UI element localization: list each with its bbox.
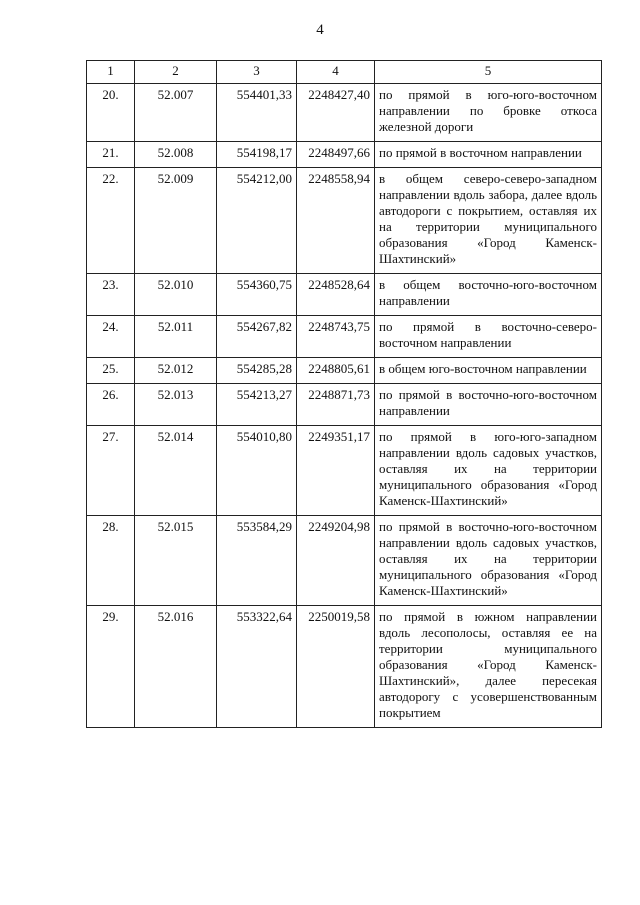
point-code: 52.010 [135,274,217,316]
header-col-4: 4 [297,61,375,84]
coordinate-x: 553322,64 [217,606,297,728]
coordinate-y: 2248805,61 [297,358,375,384]
header-col-2: 2 [135,61,217,84]
boundary-description: в общем юго-восточном направлении [375,358,602,384]
point-code: 52.008 [135,142,217,168]
table-row [87,384,602,426]
row-number: 29. [87,606,135,728]
coordinate-y: 2249204,98 [297,516,375,606]
coordinate-y: 2248743,75 [297,316,375,358]
header-col-1: 1 [87,61,135,84]
coordinate-x: 554198,17 [217,142,297,168]
table-row [87,358,602,384]
boundary-description: по прямой в восточном направлении [375,142,602,168]
row-number: 28. [87,516,135,606]
coordinate-x: 554360,75 [217,274,297,316]
point-code: 52.014 [135,426,217,516]
header-col-5: 5 [375,61,602,84]
coordinate-y: 2248427,40 [297,84,375,142]
coordinate-x: 554401,33 [217,84,297,142]
coordinate-x: 554212,00 [217,168,297,274]
header-col-3: 3 [217,61,297,84]
coordinate-y: 2248558,94 [297,168,375,274]
page-number: 4 [316,22,324,38]
row-number: 24. [87,316,135,358]
table-row [87,606,602,728]
boundary-description: по прямой в юго-юго-западном направлении вдоль садовых участков, оставляя их на территории муниципального образования «Город Каменск-Шахтинский» [375,426,602,516]
boundary-points-table [86,60,602,728]
table-body [87,84,602,728]
coordinate-x: 554267,82 [217,316,297,358]
row-number: 27. [87,426,135,516]
table-row [87,516,602,606]
coordinate-x: 554010,80 [217,426,297,516]
coordinate-y: 2248528,64 [297,274,375,316]
coordinate-y: 2248871,73 [297,384,375,426]
point-code: 52.009 [135,168,217,274]
row-number: 20. [87,84,135,142]
boundary-description: по прямой в восточно-юго-восточном направлении [375,384,602,426]
coordinate-y: 2249351,17 [297,426,375,516]
coordinate-y: 2250019,58 [297,606,375,728]
boundary-description: по прямой в юго-юго-восточном направлении по бровке откоса железной дороги [375,84,602,142]
table-row [87,168,602,274]
table-row [87,426,602,516]
boundary-description: по прямой в восточно-юго-восточном направлении вдоль садовых участков, оставляя их на территории муниципального образования «Город Каменск-Шахтинский» [375,516,602,606]
point-code: 52.015 [135,516,217,606]
boundary-description: по прямой в восточно-северо-восточном направлении [375,316,602,358]
coordinate-x: 554213,27 [217,384,297,426]
row-number: 23. [87,274,135,316]
point-code: 52.012 [135,358,217,384]
boundary-description: в общем северо-северо-западном направлении вдоль забора, далее вдоль автодороги с покрытием, оставляя их на территории муниципального образования «Город Каменск-Шахтинский» [375,168,602,274]
table-header-row [87,61,602,84]
point-code: 52.016 [135,606,217,728]
table-row [87,84,602,142]
row-number: 26. [87,384,135,426]
table-row [87,316,602,358]
point-code: 52.007 [135,84,217,142]
coordinate-x: 553584,29 [217,516,297,606]
boundary-description: в общем восточно-юго-восточном направлении [375,274,602,316]
row-number: 25. [87,358,135,384]
row-number: 21. [87,142,135,168]
boundary-description: по прямой в южном направлении вдоль лесополосы, оставляя ее на территории муниципального образования «Город Каменск-Шахтинский», далее пересекая автодорогу с усовершенствованным покрытием [375,606,602,728]
coordinate-x: 554285,28 [217,358,297,384]
point-code: 52.011 [135,316,217,358]
point-code: 52.013 [135,384,217,426]
coordinate-y: 2248497,66 [297,142,375,168]
row-number: 22. [87,168,135,274]
table-row [87,142,602,168]
table-row [87,274,602,316]
